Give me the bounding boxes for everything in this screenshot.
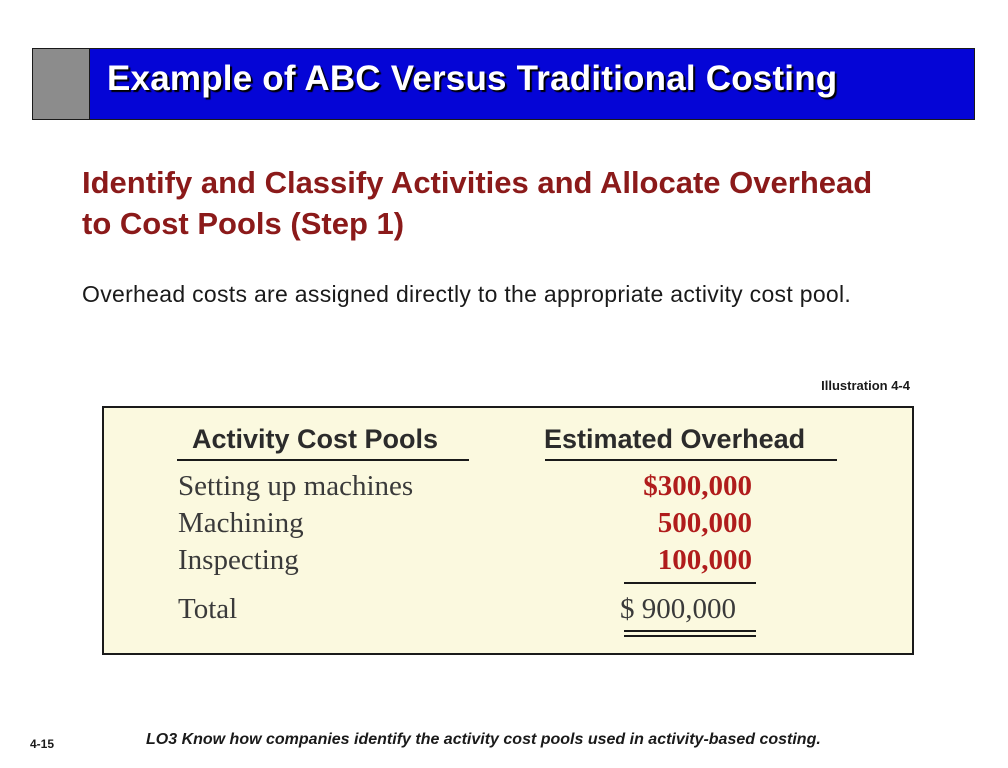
header-estimated-overhead: Estimated Overhead: [544, 424, 806, 454]
total-double-rule-top: [624, 630, 756, 632]
body-text: Overhead costs are assigned directly to the appropriate activity cost pool.: [82, 281, 852, 307]
row-label-inspecting: Inspecting: [178, 544, 299, 576]
title-bar: [32, 48, 975, 120]
total-amount: $ 900,000: [620, 593, 736, 625]
slide-subtitle: Identify and Classify Activities and Allocate Overhead to Cost Pools (Step 1): [82, 165, 873, 241]
row-amount-setting-up-machines: $300,000: [643, 470, 752, 502]
subtotal-rule: [624, 582, 756, 584]
row-label-setting-up-machines: Setting up machines: [178, 470, 414, 502]
illustration-label: Illustration 4-4: [821, 378, 910, 393]
slide-title: Example of ABC Versus Traditional Costing: [107, 59, 838, 98]
total-double-rule-bottom: [624, 635, 756, 637]
header-underline-right: [545, 459, 837, 461]
learning-objective: LO3 Know how companies identify the activity cost pools used in activity-based costing.: [146, 731, 821, 748]
row-amount-inspecting: 100,000: [657, 544, 752, 576]
illustration-table: [102, 406, 914, 655]
slide-number: 4-15: [30, 737, 55, 751]
header-underline-left: [177, 459, 469, 461]
row-label-machining: Machining: [178, 507, 304, 539]
title-accent-tab: [33, 49, 90, 119]
total-label: Total: [178, 593, 238, 625]
header-activity-cost-pools: Activity Cost Pools: [192, 424, 439, 454]
row-amount-machining: 500,000: [657, 507, 752, 539]
